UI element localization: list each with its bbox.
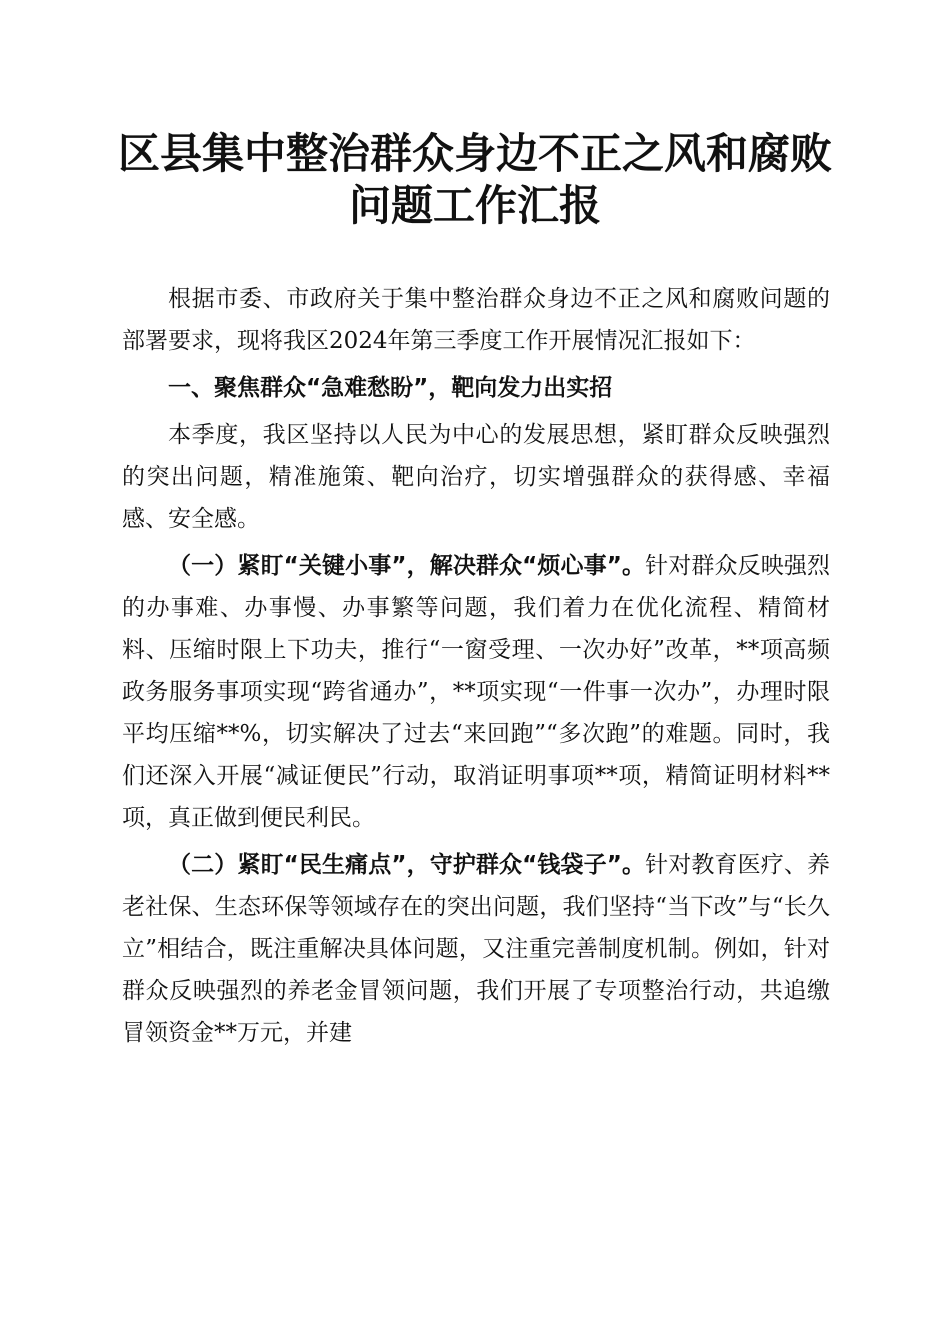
document-body xyxy=(122,278,830,1059)
item-text-1: 针对群众反映强烈的办事难、办事慢、办事繁等问题，我们着力在优化流程、精简材料、压缩时限上下功夫，推行“一窗受理、一次办好”改革，**项高频政务服务事项实现“跨省通办”，**项实现“一件事一次办”，办理时限平均压缩**%，切实解决了过去“来回跑”“多次跑”的难题。同时，我们还深入开展“减证便民”行动，取消证明事项**项，精简证明材料**项，真正做到便民利民。 xyxy=(122,553,831,831)
item-lead-1: （一）紧盯“关键小事”，解决群众“烦心事”。 xyxy=(168,553,646,579)
document-title: 区县集中整治群众身边不正之风和腐败问题工作汇报 xyxy=(117,129,832,230)
section-heading: 一、聚焦群众“急难愁盼”，靶向发力出实招 xyxy=(168,375,613,401)
item-lead-2: （二）紧盯“民生痛点”，守护群众“钱袋子”。 xyxy=(168,852,646,878)
section-summary-paragraph: 本季度，我区坚持以人民为中心的发展思想，紧盯群众反映强烈的突出问题，精准施策、靶向治疗，切实增强群众的获得感、幸福感、安全感。 xyxy=(122,422,830,532)
item-paragraph-1 xyxy=(122,545,830,839)
intro-paragraph: 根据市委、市政府关于集中整治群众身边不正之风和腐败问题的部署要求，现将我区2024年第三季度工作开展情况汇报如下： xyxy=(122,286,830,354)
item-paragraph-2 xyxy=(122,844,830,1054)
item-text-2: 针对教育医疗、养老社保、生态环保等领域存在的突出问题，我们坚持“当下改”与“长久立”相结合，既注重解决具体问题，又注重完善制度机制。例如，针对群众反映强烈的养老金冒领问题，我们开展了专项整治行动，共追缴冒领资金**万元，并建 xyxy=(122,852,831,1046)
